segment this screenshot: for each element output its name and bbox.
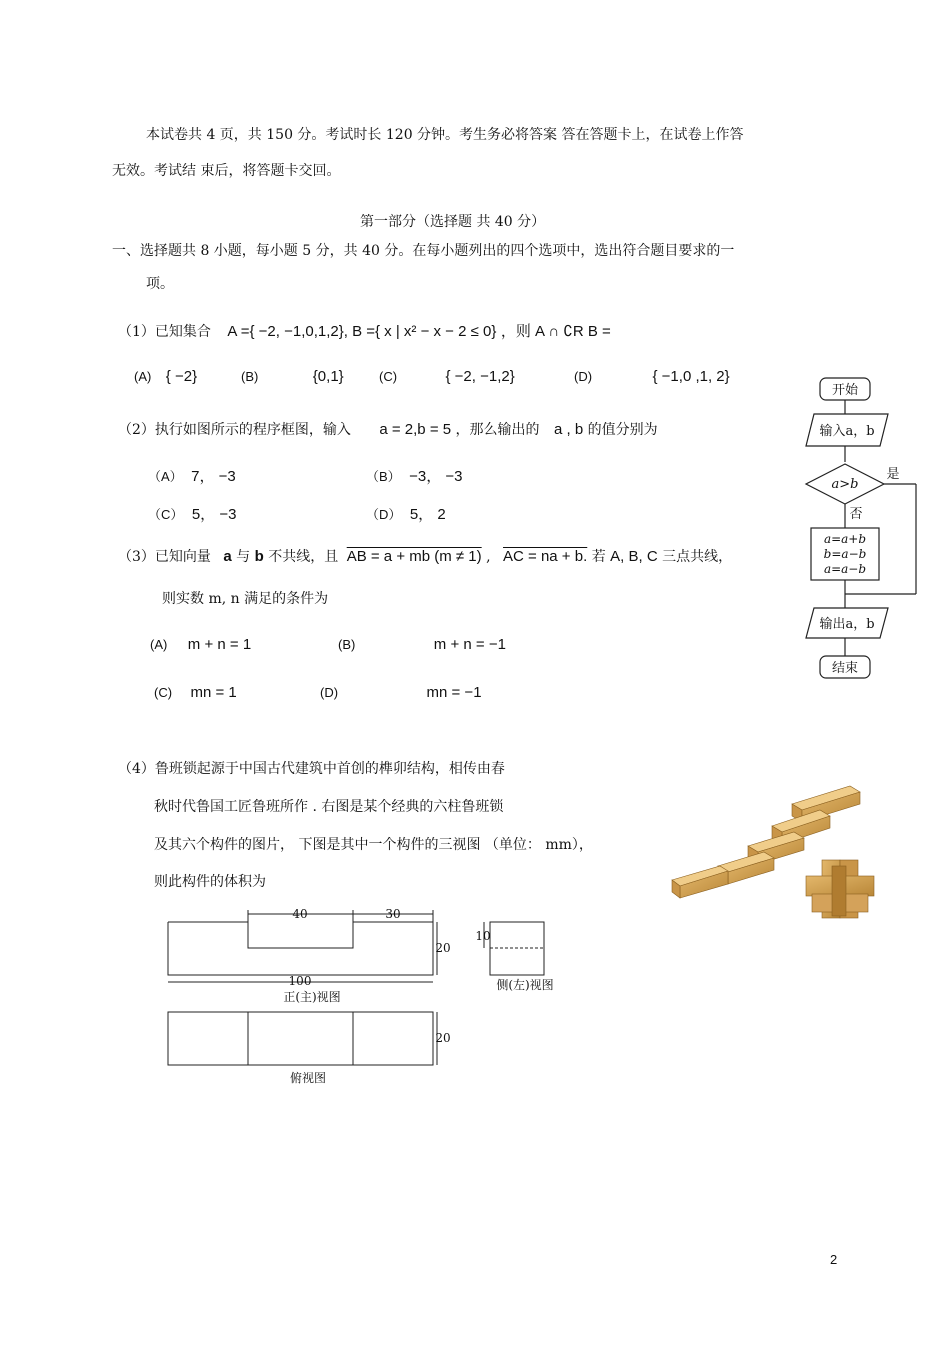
option-value: {0,1} [312,368,344,385]
q4-line-4: 则此构件的体积为 [154,874,266,890]
dim-20-front: 20 [435,941,451,955]
q4-line-1: （4）鲁班锁起源于中国古代建筑中首创的榫卯结构，相传由春 [118,761,505,777]
dim-10-side: 10 [475,929,491,943]
q1-option-a [134,368,197,385]
option-value: { −1,0 ,1, 2} [652,368,730,385]
q1-stem-text: （1）已知集合 [118,324,211,340]
top-view-outline [168,1012,433,1065]
q2-math: a = 2,b = 5 [379,421,452,438]
q3-line-2: 则实数 m, n 满足的条件为 [162,591,329,607]
q1-option-d [574,368,730,385]
yes-label: 是 [886,467,900,482]
q3-option-c [154,684,237,701]
option-label: (A) [150,637,168,652]
option-label: (A) [134,369,152,384]
q1-option-b [241,368,344,385]
q2-tail-2: 的值分别为 [587,422,658,438]
q3-ab: AB = a + mb (m ≠ 1) [346,548,482,565]
q3-option-b [338,636,506,653]
dim-30: 30 [385,907,401,921]
q2-option-c [148,503,236,524]
option-label: （C） [148,507,184,522]
q2-option-d [366,503,446,524]
q2-stem [118,419,658,439]
q3-option-d [320,684,482,701]
q4-line-3: 及其六个构件的图片， 下图是其中一个构件的三视图 （单位： mm）， [154,837,593,853]
intro-line-1: 本试卷共 4 页，共 150 分。考试时长 120 分钟。考生务必将答案 答在答题卡上，在试卷上作答 [146,127,744,143]
side-view-label: 侧(左)视图 [496,978,554,992]
q1-option-c [379,368,515,385]
option-value: { −2} [165,368,198,385]
option-value: 5， 2 [409,506,446,523]
option-label: （B） [366,469,401,484]
input-label: 输入a，b [819,424,875,439]
no-label: 否 [849,507,863,522]
q1-stem [118,320,611,341]
program-flowchart [800,372,930,682]
q3-collinear: 三点共线， [662,549,733,565]
option-value: −3， −3 [409,468,463,485]
q3-stem: （3）已知向量 a 与 b 不共线，且 AB = a + mb (m ≠ 1) , AC = na + b. 若 A, B, C 三点共线， [118,548,733,565]
luban-lock-image [662,776,890,938]
option-label: （D） [366,507,402,522]
end-label: 结束 [831,661,859,676]
start-label: 开始 [831,383,859,398]
option-label: (D) [320,685,339,700]
q1-math: A ={ −2, −1,0,1,2}, B ={ x | x² − x − 2 ≤ 0} [227,323,497,340]
vector-a: a [223,548,232,565]
dim-100: 100 [288,974,312,988]
top-view-label: 俯视图 [289,1071,327,1085]
dim-20-top: 20 [435,1031,451,1045]
q3-not-collinear: 不共线，且 [268,549,339,565]
vector-b: b [254,548,264,565]
q3-option-a [150,636,251,653]
option-label: (B) [338,637,356,652]
output-label: 输出a，b [819,617,875,632]
option-value: m + n = −1 [433,636,506,653]
process-line-3: a=a−b [823,562,867,576]
dim-40: 40 [292,907,308,921]
three-view-drawing [160,904,580,1090]
front-view-label: 正(主)视图 [283,990,341,1004]
part-title: 第一部分（选择题 共 40 分） [360,214,546,230]
option-value: 7， −3 [191,468,236,485]
q2-tail-math: a , b [554,421,584,438]
q3-if: 若 [591,549,606,565]
q2-option-a [148,465,236,486]
q3-ac: AC = na + b. [503,548,588,565]
section-heading-line-1: 一、选择题共 8 小题，每小题 5 分，共 40 分。在每小题列出的四个选项中，选出符合题目要求的一 [112,243,735,259]
intro-line-2: 无效。考试结 束后，将答题卡交回。 [112,163,341,179]
q2-option-b [366,465,463,486]
option-label: (C) [379,369,398,384]
q2-stem-text: （2）执行如图所示的程序框图，输入 [118,422,351,438]
q3-stem-text: （3）已知向量 [118,549,211,565]
option-label: (D) [574,369,593,384]
q3-and: 与 [236,549,251,565]
option-value: mn = 1 [190,684,237,701]
front-view-outline [168,922,433,975]
option-label: (C) [154,685,173,700]
assembled-lock [806,860,874,918]
process-line-2: b=a−b [823,547,867,561]
option-label: (B) [241,369,259,384]
process-line-1: a=a+b [823,532,867,546]
q1-tail: ，则 A ∩ ∁R B = [500,323,611,340]
q2-tail: ，那么输出的 [455,422,540,438]
condition-label: a>b [831,477,859,492]
q3-abc: A, B, C [610,548,658,565]
option-label: （A） [148,469,183,484]
page-number: 2 [830,1252,838,1267]
option-value: 5， −3 [191,506,237,523]
q4-line-2: 秋时代鲁国工匠鲁班所作 . 右图是某个经典的六柱鲁班锁 [154,799,504,815]
option-value: mn = −1 [426,684,482,701]
option-value: { −2, −1,2} [445,368,515,385]
option-value: m + n = 1 [187,636,252,653]
section-heading-line-2: 项。 [146,276,174,292]
